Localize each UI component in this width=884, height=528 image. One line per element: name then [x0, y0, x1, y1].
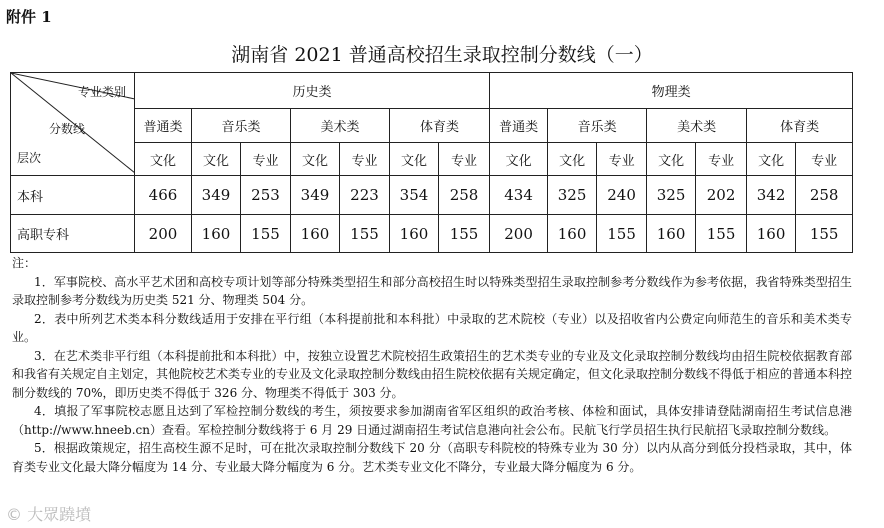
column-header: 专业 [696, 143, 747, 176]
table-cell: 434 [490, 176, 548, 215]
subgroup-header: 体育类 [390, 109, 490, 143]
watermark: © 大眾蹺墳 [6, 505, 92, 524]
column-header: 文化 [135, 143, 192, 176]
table-cell: 160 [647, 215, 696, 253]
group-header-history: 历史类 [135, 73, 490, 109]
subgroup-header: 音乐类 [548, 109, 647, 143]
table-cell: 258 [796, 176, 853, 215]
column-header: 文化 [390, 143, 439, 176]
page-title: 湖南省 2021 普通高校招生录取控制分数线（一） [231, 44, 653, 66]
note-paragraph: 1．军事院校、高水平艺术团和高校专项计划等部分特殊类型招生和部分高校招生时以特殊类型招生录取控制参考分数线作为参考依据，我省特殊类型招生录取控制参考分数线为历史类 521 分、物理类 504 分。 [12, 274, 852, 307]
table-cell: 200 [135, 215, 192, 253]
table-cell: 325 [548, 176, 597, 215]
column-header: 文化 [647, 143, 696, 176]
notes-section [12, 254, 852, 476]
column-header: 专业 [439, 143, 490, 176]
subgroup-header: 音乐类 [192, 109, 291, 143]
row-label: 本科 [11, 176, 135, 215]
table-cell: 155 [597, 215, 647, 253]
table-cell: 155 [796, 215, 853, 253]
notes-heading: 注： [12, 256, 37, 270]
table-cell: 160 [747, 215, 796, 253]
table-cell: 240 [597, 176, 647, 215]
subgroup-header: 美术类 [291, 109, 390, 143]
attachment-label: 附件 1 [6, 8, 52, 26]
subgroup-header: 美术类 [647, 109, 747, 143]
corner-level-label: 层次 [17, 151, 42, 165]
table-cell: 342 [747, 176, 796, 215]
column-header: 文化 [192, 143, 241, 176]
subgroup-header: 普通类 [490, 109, 548, 143]
group-header-physics: 物理类 [490, 73, 853, 109]
table-cell: 160 [390, 215, 439, 253]
note-paragraph: 3．在艺术类非平行组（本科提前批和本科批）中，按独立设置艺术院校招生政策招生的艺术类专业的专业及文化录取控制分数线均由招生院校依据教育部和我省有关规定自主划定，其他院校艺术类专业的专业及文化录取控制分数线由招生院校依据有关规定确定，但文化录取控制分数线不得低于相应的普通本科控制分数线的 70%，即历史类不得低于 326 分、物理类不得低于 303 分。 [12, 348, 853, 400]
table-cell: 223 [340, 176, 390, 215]
table-corner-header [11, 73, 135, 176]
column-header: 专业 [340, 143, 390, 176]
table-cell: 354 [390, 176, 439, 215]
table-cell: 258 [439, 176, 490, 215]
table-row [11, 176, 853, 215]
table-cell: 155 [696, 215, 747, 253]
column-header: 文化 [291, 143, 340, 176]
score-table [10, 72, 853, 253]
corner-category-label: 专业类别 [77, 85, 126, 99]
column-header: 专业 [597, 143, 647, 176]
table-cell: 155 [340, 215, 390, 253]
table-cell: 160 [192, 215, 241, 253]
column-header: 专业 [796, 143, 853, 176]
table-cell: 349 [291, 176, 340, 215]
table-cell: 160 [291, 215, 340, 253]
row-label: 高职专科 [11, 215, 135, 253]
column-header: 专业 [241, 143, 291, 176]
corner-score-label: 分数线 [49, 122, 86, 136]
subgroup-header: 普通类 [135, 109, 192, 143]
table-cell: 325 [647, 176, 696, 215]
column-header: 文化 [548, 143, 597, 176]
note-paragraph: 4．填报了军事院校志愿且达到了军检控制分数线的考生，须按要求参加湖南省军区组织的政治考核、体检和面试，具体安排请登陆湖南招生考试信息港（http://www.hneeb.cn）查看。军检控制分数线将于 6 月 29 日通过湖南招生考试信息港向社会公布。民航飞行学员招生执行民航招飞录取控制分数线。 [12, 404, 852, 437]
column-header: 文化 [490, 143, 548, 176]
table-cell: 253 [241, 176, 291, 215]
column-header: 文化 [747, 143, 796, 176]
table-row [11, 215, 853, 253]
note-paragraph: 5．根据政策规定，招生高校生源不足时，可在批次录取控制分数线下 20 分（高职专科院校的特殊专业为 30 分）以内从高分到低分投档录取，其中，体育类专业文化最大降分幅度为 14 分、专业最大降分幅度为 6 分。艺术类专业文化不降分，专业最大降分幅度为 6 分。 [12, 441, 852, 474]
subgroup-header: 体育类 [747, 109, 853, 143]
table-cell: 466 [135, 176, 192, 215]
table-cell: 200 [490, 215, 548, 253]
table-cell: 160 [548, 215, 597, 253]
table-cell: 202 [696, 176, 747, 215]
note-paragraph: 2．表中所列艺术类本科分数线适用于安排在平行组（本科提前批和本科批）中录取的艺术院校（专业）以及招收省内公费定向师范生的音乐和美术类专业。 [12, 311, 852, 344]
table-cell: 155 [241, 215, 291, 253]
table-cell: 155 [439, 215, 490, 253]
table-cell: 349 [192, 176, 241, 215]
